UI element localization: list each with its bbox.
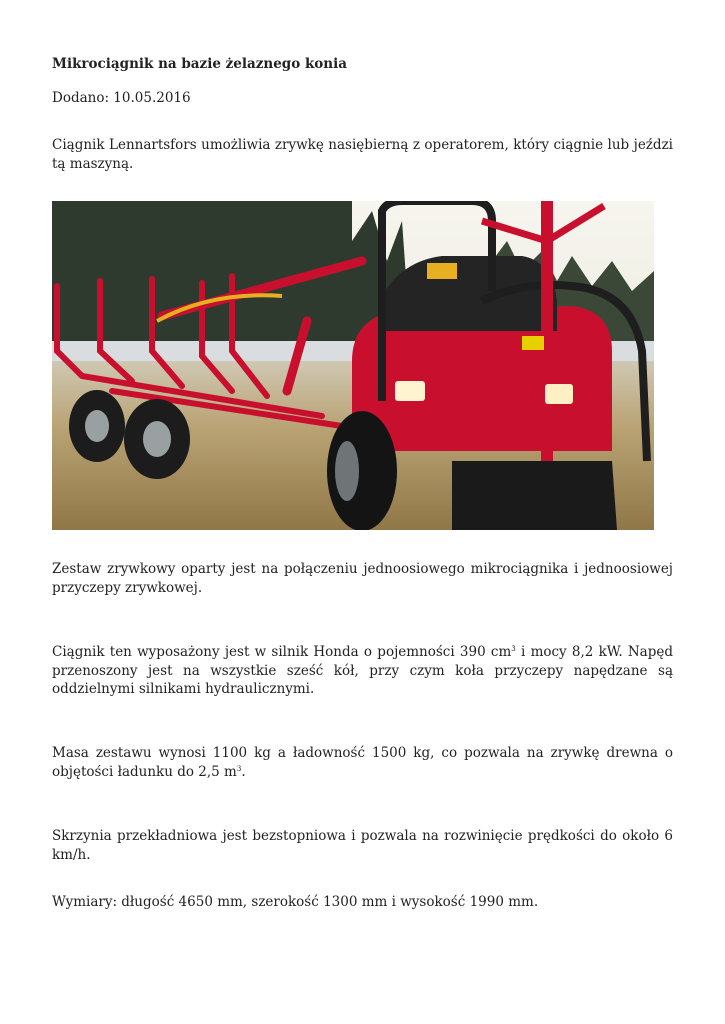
publish-date: Dodano: 10.05.2016 [52,90,191,106]
intro-paragraph: Ciągnik Lennartsfors umożliwia zrywkę nasiębierną z operatorem, który ciągnie lub jeździ tą maszyną. [52,137,673,172]
paragraph-set: Zestaw zrywkowy oparty jest na połączeniu jednoosiowego mikrociągnika i jednoosiowej przyczepy zrywkowej. [52,561,673,596]
engine-text-b: i mocy 8,2 kW. Napęd przenoszony jest na wszystkie sześć kół, przy czym koła przyczepy napędzane są oddzielnymi silnikami hydraulicznymi. [52,644,673,697]
paragraph-dimensions: Wymiary: długość 4650 mm, szerokość 1300 mm i wysokość 1990 mm. [52,894,539,910]
mass-text-a: Masa zestawu wynosi 1100 kg a ładowność 1500 kg, co pozwala na zrywkę drewna o objętości ładunku do 2,5 m [52,745,673,780]
paragraph-engine [52,643,673,699]
tractor-photo [52,201,654,530]
paragraph-mass [52,744,673,781]
engine-unit-sup: 3 [511,645,516,653]
paragraph-gearbox: Skrzynia przekładniowa jest bezstopniowa i pozwala na rozwinięcie prędkości do około 6 km/h. [52,828,673,863]
engine-text-a: Ciągnik ten wyposażony jest w silnik Honda o pojemności 390 cm [52,644,512,660]
mass-unit-sup: 3 [236,764,242,773]
mass-text-b: . [241,763,246,780]
article-title: Mikrociągnik na bazie żelaznego konia [52,56,348,72]
